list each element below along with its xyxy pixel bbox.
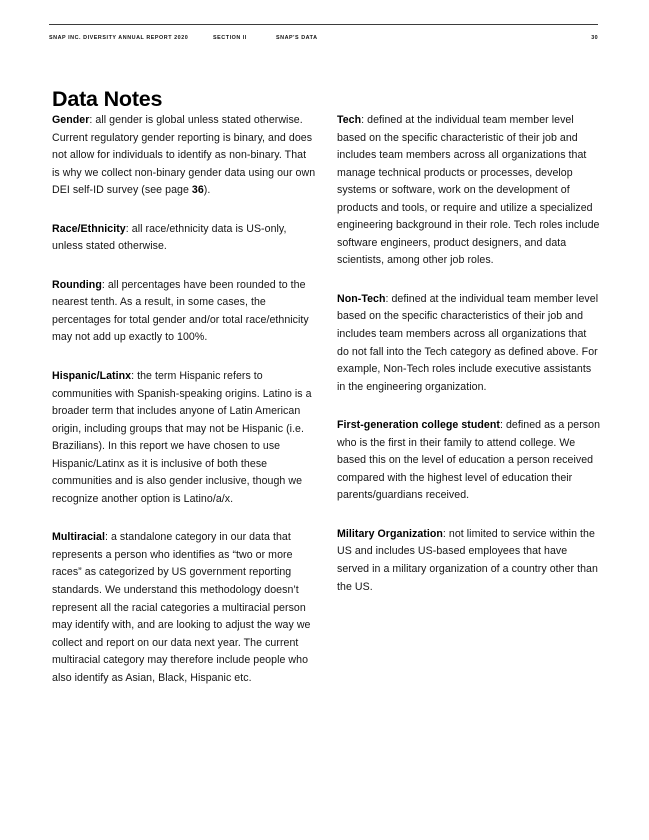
data-note-body: all race/ethnicity data is US-only, unless stated otherwise.	[52, 222, 287, 253]
left-column	[52, 112, 316, 687]
header-rule-divider	[49, 24, 598, 25]
data-note: Hispanic/Latinx: the term Hispanic refers to communities with Spanish-speaking origins. Latino is a broader term that includes anyone of Latin American origin, including groups that may not be Hispanic (i.e. Brazilians). In this report we have chosen to use Hispanic/Latinx as it is inclusive of both these communities and is also gender inclusive, though we recognize another option is Latino/a/x.	[52, 370, 312, 505]
data-note: Non-Tech: defined at the individual team member level based on the specific characteristics of their job and includes team members across all organizations that do not fall into the Tech category as defined above. For example, Non-Tech roles include executive assistants in the engineering organization.	[337, 292, 599, 393]
running-head	[49, 33, 598, 45]
page-number: 30	[591, 35, 598, 41]
data-note-term: First-generation college student	[337, 419, 500, 432]
data-note-term: Military Organization	[337, 527, 443, 540]
right-column	[337, 112, 601, 596]
data-note-term: Rounding	[52, 278, 102, 291]
data-note-body: defined at the individual team member level based on the specific characteristics of their job and includes team members across all organizations that do not fall into the Tech category as defined above. For example, Non-Tech roles include executive assistants in the engineering organization.	[337, 292, 599, 393]
data-note: First-generation college student: defined as a person who is the first in their family to attend college. We based this on the level of education a person received compared with the highest level of education their parents/guardians received.	[337, 419, 601, 502]
data-note-body: the term Hispanic refers to communities with Spanish-speaking origins. Latino is a broader term that includes anyone of Latin American origin, including groups that may not be Hispanic (i.e. Brazilians). In this report we have chosen to use Hispanic/Latinx as it is inclusive of both these communities and is also gender inclusive, though we recognize another option is Latino/a/x.	[52, 370, 312, 505]
data-note: Rounding: all percentages have been rounded to the nearest tenth. As a result, in some cases, the percentages for total gender and/or total race/ethnicity may not add up exactly to 100%.	[52, 278, 309, 344]
data-note-body: a standalone category in our data that represents a person who identifies as “two or more races” as categorized by US government reporting standards. We understand this methodology doesn’t represent all the racial categories a multiracial person may identify with, and are looking to adjust the way we collect and report on our data next year. The current multiracial category may therefore include people who also identify as Asian, Black, Hispanic etc.	[52, 531, 311, 684]
running-head-report-title: SNAP INC. DIVERSITY ANNUAL REPORT 2020	[49, 35, 189, 41]
data-note-body: not limited to service within the US and includes US-based employees that have served in a military organization of a country other than the US.	[337, 527, 598, 593]
page-title: Data Notes	[52, 87, 163, 112]
data-note-body: defined as a person who is the first in their family to attend college. We based this on the level of education a person received compared with the highest level of education their parents/guardians received.	[337, 419, 601, 502]
data-note-term: Multiracial	[52, 531, 105, 544]
data-note-body: all gender is global unless stated otherwise. Current regulatory gender reporting is binary, and does not allow for individuals to identify as non-binary. That is why we collect non-binary gender data using our own DEI self-ID survey (see page	[52, 114, 316, 197]
data-note: Multiracial: a standalone category in our data that represents a person who identifies as “two or more races” as categorized by US government reporting standards. We understand this methodology doesn’t represent all the racial categories a multiracial person may identify with, and are looking to adjust the way we collect and report on our data next year. The current multiracial category may therefore include people who also identify as Asian, Black, Hispanic etc.	[52, 531, 311, 684]
data-note: Race/Ethnicity: all race/ethnicity data is US-only, unless stated otherwise.	[52, 222, 287, 253]
data-note-term: Non-Tech	[337, 292, 386, 305]
data-note-body: all percentages have been rounded to the nearest tenth. As a result, in some cases, the percentages for total gender and/or total race/ethnicity may not add up exactly to 100%.	[52, 278, 309, 344]
data-note-body-tail: ).	[203, 184, 211, 197]
data-note: Gender: all gender is global unless stated otherwise. Current regulatory gender reporting is binary, and does not allow for individuals to identify as non-binary. That is why we collect non-binary gender data using our own DEI self-ID survey (see page 36).	[52, 114, 316, 197]
data-note-term: Gender	[52, 114, 90, 126]
data-note: Tech: defined at the individual team member level based on the specific characteristic of their job and includes team members across all organizations that manage technical products or processes, develop systems or software, work on the development of products and tools, or require and utilize a specialized engineering background in their role. Tech roles include software engineers, product designers, and data scientists, among other job roles.	[337, 114, 600, 267]
running-head-section: SECTION II	[213, 35, 247, 41]
data-note-term: Hispanic/Latinx	[52, 370, 132, 383]
page-reference: 36	[191, 184, 204, 197]
data-note: Military Organization: not limited to service within the US and includes US-based employees that have served in a military organization of a country other than the US.	[337, 527, 598, 593]
running-head-chapter: SNAP'S DATA	[276, 35, 318, 41]
data-note-body: defined at the individual team member level based on the specific characteristic of their job and includes team members across all organizations that manage technical products or processes, develop systems or software, work on the development of products and tools, or require and utilize a specialized engineering background in their role. Tech roles include software engineers, product designers, and data scientists, among other job roles.	[337, 114, 600, 267]
data-note-term: Race/Ethnicity	[52, 222, 126, 235]
data-note-term: Tech	[337, 114, 362, 126]
